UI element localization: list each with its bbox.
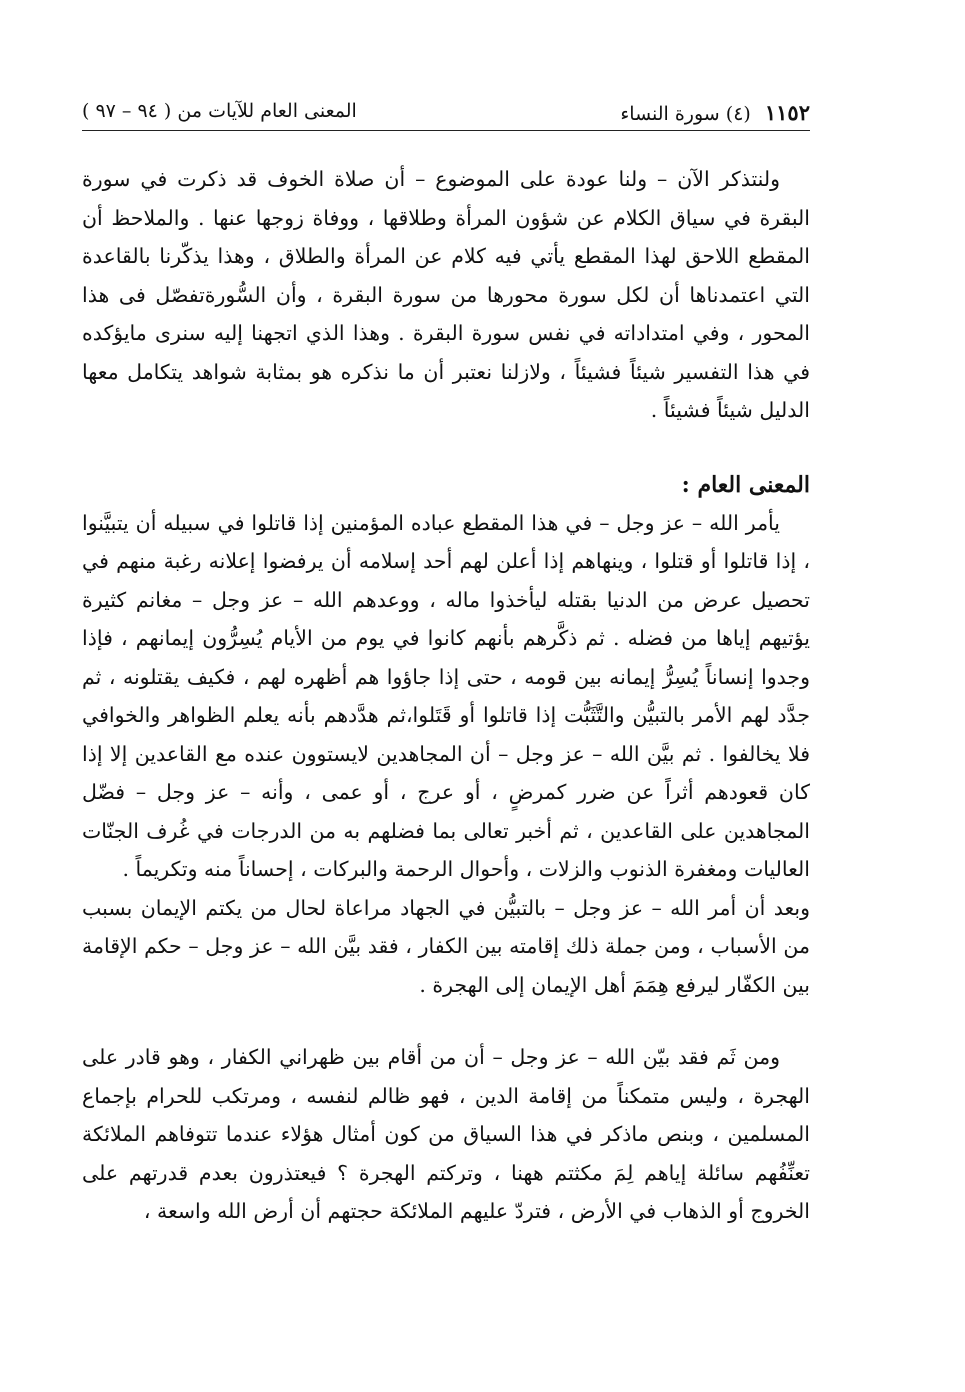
body-text — [82, 160, 810, 1231]
paragraph-general-meaning: يأمر الله – عز وجل – في هذا المقطع عباده المؤمنين إذا قاتلوا في سبيله أن يتبيَّنوا ، إذا قاتلوا أو قتلوا ، وينهاهم إذا أعلن لهم أحد إسلامه أن يرفضوا إعلانه رغبة منهم في تحصيل عرض من الدنيا بقتله ليأخذوا ماله ، ووعدهم الله – عز وجل – مغانم كثيرة يؤتيهم إياها من فضله . ثم ذكَّرهم بأنهم كانوا في يوم من الأيام يُسِرُّون إيمانهم ، فإذا وجدوا إنساناً يُسِرُّ إيمانه بين قومه ، حتى إذا جاؤوا هم أظهره لهم ، فكيف يقتلونه ، ثم جدَّد لهم الأمر بالتبيُّن والتَّثَبُّت إذا قاتلوا أو قَتَلوا،ثم هدَّدهم بأنه يعلم الظواهر والخوافي فلا يخالفوا . ثم بيَّن الله – عز وجل – أن المجاهدين لايستوون عنده مع القاعدين إلا إذا كان قعودهم أثراً عن ضرر كمرضٍ ، أو عرج ، أو عمى ، وأنه – عز وجل – فضّل المجاهدين على القاعدين ، ثم أخبر تعالى بما فضلهم به من الدرجات في غُرف الجنّات العاليات ومغفرة الذنوب والزلات ، وأحوال الرحمة والبركات ، إحساناً منه وتكريماً . — [82, 510, 810, 881]
paragraph-hijra: ومن ثَم فقد بيّن الله – عز وجل – أن من أقام بين ظهراني الكفار ، وهو قادر على الهجرة ، وليس متمكناً من إقامة الدين ، فهو ظالم لنفسه ، ومرتكب للحرام بإجماع المسلمين ، وبنص ماذكر في هذا السياق من كون أمثال هؤلاء عندما تتوفاهم الملائكة تعنِّفُهم سائلة إياهم لِمَ مكثتم ههنا ، وتركتم الهجرة ؟ فيعتذرون بعدم قدرتهم على الخروج أو الذهاب في الأرض ، فتردّ عليهم الملائكة حجتهم أن أرض الله واسعة ، — [82, 1045, 810, 1223]
section-heading: المعنى العام : — [681, 471, 810, 498]
spacer — [82, 430, 810, 466]
book-page — [82, 0, 810, 1392]
surah-label: (٤) سورة النساء — [620, 103, 751, 125]
paragraph-tabayyun: وبعد أن أمر الله – عز وجل – بالتبيُّن في الجهاد مراعاة لحال من يكتم الإيمان بسبب من الأسباب ، ومن جملة ذلك إقامته بين الكفار ، فقد بيَّن الله – عز وجل – حكم الإقامة بين الكفّار ليرفع هِمَمَ أهل الإيمان إلى الهجرة . — [82, 895, 810, 997]
running-header — [82, 96, 810, 131]
page-number: ١١٥٢ — [764, 100, 810, 125]
header-right — [620, 100, 810, 125]
section-label: المعنى العام للآيات من ( ٩٤ – ٩٧ ) — [82, 100, 357, 122]
paragraph-intro: ولنتذكر الآن – ولنا عودة على الموضوع – أن صلاة الخوف قد ذكرت في سورة البقرة في سياق الكلام عن شؤون المرأة وطلاقها ، ووفاة زوجها عنها . والملاحظ أن المقطع اللاحق لهذا المقطع يأتي فيه كلام عن المرأة والطلاق ، وهذا يذكّرنا بالقاعدة التي اعتمدناها أن لكل سورة محورها من سورة البقرة ، وأن السُّورةتفصّل فى هذا المحور ، وفي امتداداته في نفس سورة البقرة . وهذا الذي اتجهنا إليه سنرى مايؤكده في هذا التفسير شيئاً فشيئاً ، ولازلنا نعتبر أن ما نذكره هو بمثابة شواهد يتكامل معها الدليل شيئاً فشيئاً . — [82, 167, 810, 422]
spacer — [82, 1004, 810, 1038]
